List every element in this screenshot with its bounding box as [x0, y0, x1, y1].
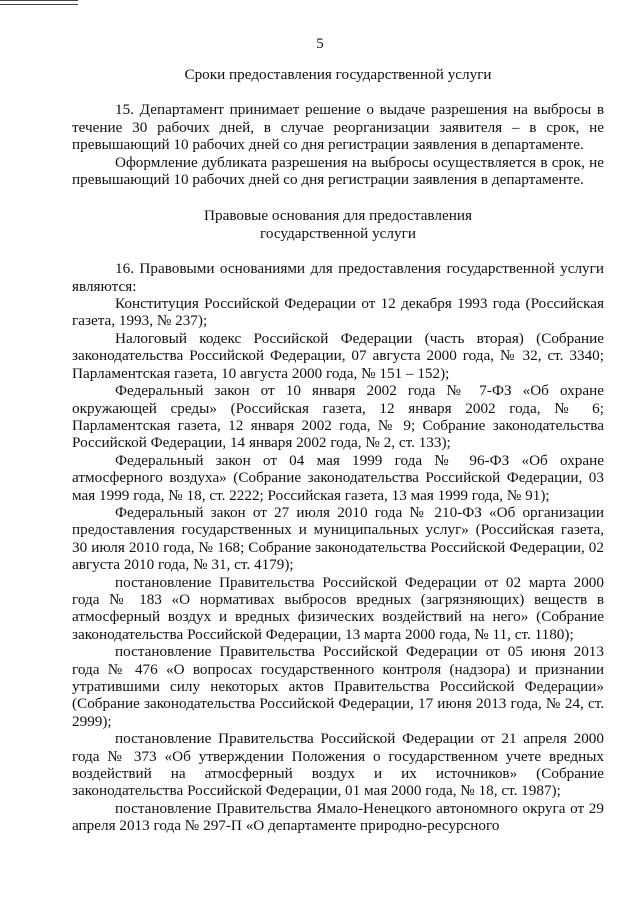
- section-heading-terms: Сроки предоставления государственной услуги: [184, 66, 492, 83]
- paragraph: постановление Правительства Российской Федерации от 21 апреля 2000 года № 373 «Об утверждении Положения о государственном учете вредных воздействий на атмосферный воздух и их источников» (Собрание законодательства Российской Федерации, 01 мая 2000 года, № 18, ст. 1987);: [72, 730, 604, 800]
- corner-mark: [0, 0, 78, 5]
- paragraph: Федеральный закон от 04 мая 1999 года № 96-ФЗ «Об охране атмосферного воздуха» (Собрание законодательства Российской Федерации, 03 мая 1999 года, № 18, ст. 2222; Российская газета, 13 мая 1999 года, № 91);: [72, 451, 604, 504]
- paragraph: Налоговый кодекс Российской Федерации (часть вторая) (Собрание законодательства Российской Федерации, 07 августа 2000 года, № 32, ст. 3340; Парламентская газета, 10 августа 2000 года, № 151 – 152);: [72, 329, 604, 382]
- paragraph: постановление Правительства Ямало-Ненецкого автономного округа от 29 апреля 2013 года № 297-П «О департаменте природно-ресурсного: [72, 799, 604, 835]
- section-heading-legal-basis-line2: государственной услуги: [260, 224, 416, 242]
- paragraph: Федеральный закон от 10 января 2002 года № 7-ФЗ «Об охране окружающей среды» (Российская газета, 12 января 2002 года, № 6; Парламентская газета, 12 января 2002 года, № 9; Собрание законодательства Российской Федерации, 14 января 2002 года, № 2, ст. 133);: [72, 382, 604, 452]
- paragraph: Оформление дубликата разрешения на выбросы осуществляется в срок, не превышающий 10 рабочих дней со дня регистрации заявления в департаменте.: [72, 153, 604, 189]
- paragraph: 16. Правовыми основаниями для предоставления государственной услуги являются:: [72, 260, 604, 295]
- section-heading-legal-basis-line1: Правовые основания для предоставления: [204, 207, 472, 225]
- paragraph: 15. Департамент принимает решение о выдаче разрешения на выбросы в течение 30 рабочих дней, в случае реорганизации заявителя – в срок, не превышающий 10 рабочих дней со дня регистрации заявления в департаменте.: [72, 101, 604, 154]
- paragraph: Конституция Российской Федерации от 12 декабря 1993 года (Российская газета, 1993, № 237);: [72, 295, 604, 330]
- paragraph: Федеральный закон от 27 июля 2010 года № 210-ФЗ «Об организации предоставления государственных и муниципальных услуг» (Российская газета, 30 июля 2010 года, № 168; Собрание законодательства Российской Федерации, 02 августа 2010 года, № 31, ст. 4179);: [72, 503, 604, 574]
- paragraph: постановление Правительства Российской Федерации от 05 июня 2013 года № 476 «О вопросах государственного контроля (надзора) и признании утратившими силу некоторых актов Правительства Российской Федерации» (Собрание законодательства Российской Федерации, 17 июня 2013 года, № 24, ст. 2999);: [72, 643, 604, 730]
- page-number: 5: [316, 36, 324, 52]
- document-body: [72, 66, 604, 835]
- paragraph: постановление Правительства Российской Федерации от 02 марта 2000 года № 183 «О нормативах выбросов вредных (загрязняющих) веществ в атмосферный воздух и вредных физических воздействий на него» (Собрание законодательства Российской Федерации, 13 марта 2000 года, № 11, ст. 1180);: [72, 573, 604, 643]
